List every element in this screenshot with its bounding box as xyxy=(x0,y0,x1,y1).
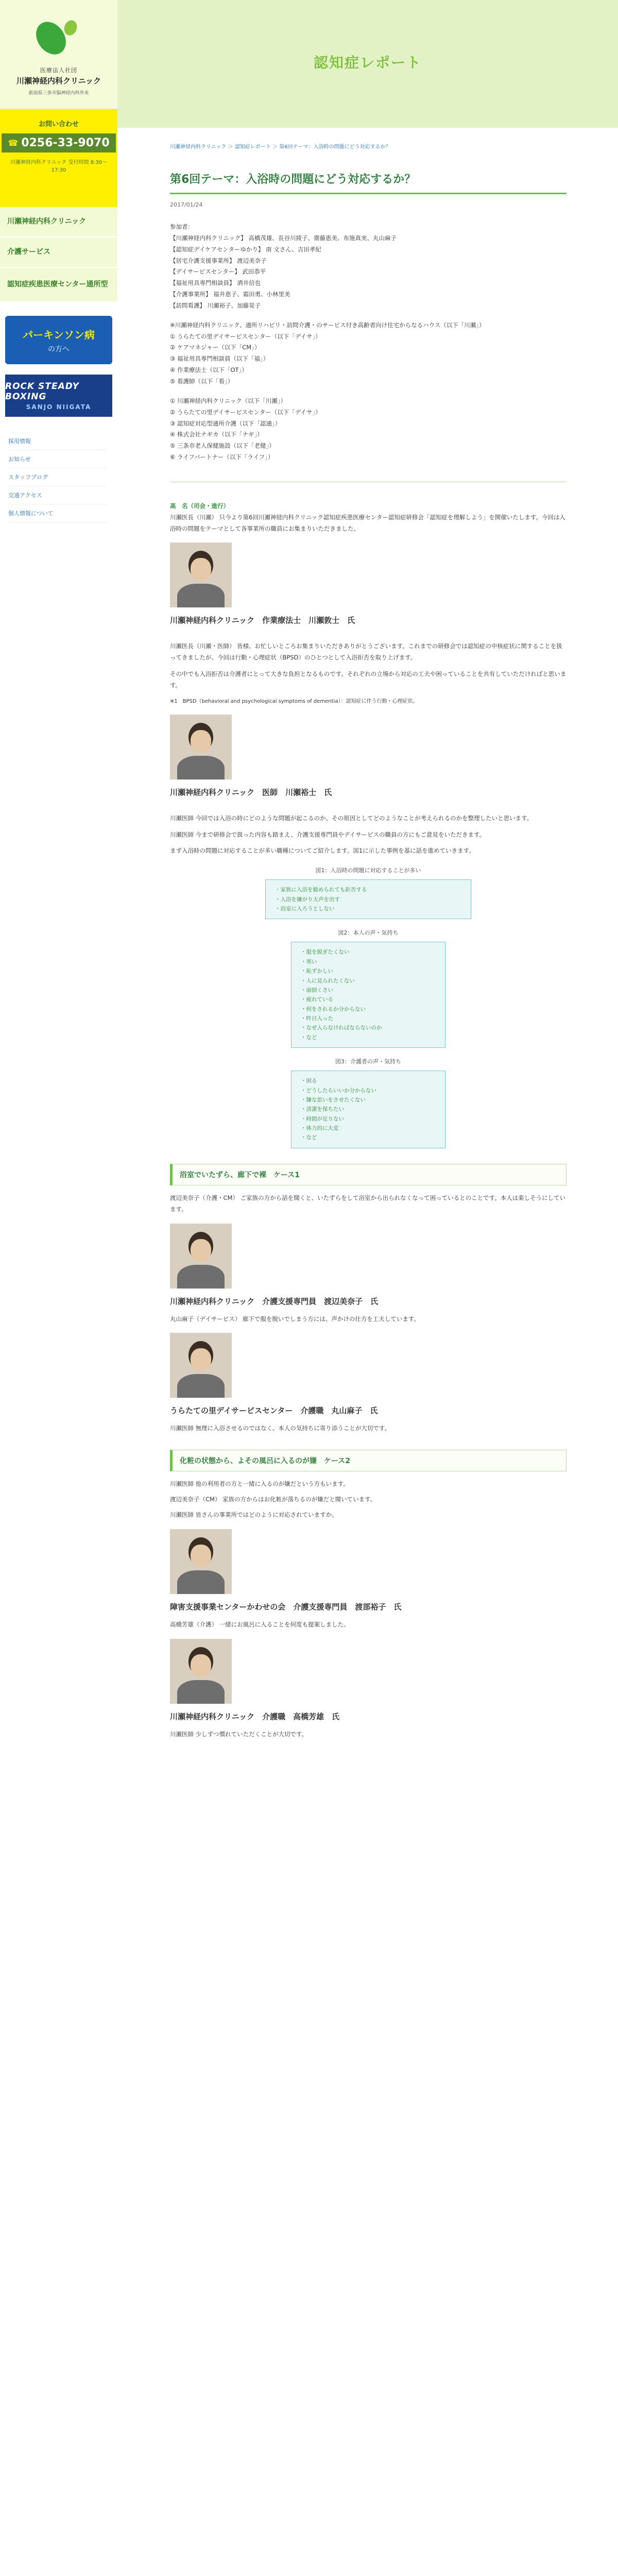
speaker-photo xyxy=(170,715,232,779)
case-1-heading: 浴室でいたずら、廊下で裸 ケース1 xyxy=(170,1164,566,1185)
figure-item: ・人に見られたくない xyxy=(301,977,355,984)
sidebar-item-clinic[interactable]: 川瀬神経内科クリニック xyxy=(0,207,117,238)
figure-1-label: 図1：入浴時の問題に対応することが多い xyxy=(315,867,421,874)
figure-item: ・恥ずかしい xyxy=(301,968,333,975)
note-line: ② うらたての里デイサービスセンター（以下「デイサ」） xyxy=(170,408,321,416)
speaker-caption: うらたての里デイサービスセンター 介護職 丸山麻子 氏 xyxy=(170,1406,378,1416)
figure-1-box xyxy=(265,879,471,919)
sidebar xyxy=(0,0,117,2576)
sidebar-item-care-service[interactable]: 介護サービス xyxy=(0,238,117,268)
facility-line: ※川瀬神経内科クリニック、通所リハビリ・訪問介護・のサービス付き高齢者向け住宅からなるハウス（以下「川瀬」） xyxy=(170,321,485,329)
figure-item: ・面倒くさい xyxy=(301,987,333,993)
figure-item: ・清潔を保ちたい xyxy=(301,1106,344,1113)
figure-item: ・時間が足りない xyxy=(301,1115,344,1122)
figure-item: ・昨日入った xyxy=(301,1015,333,1022)
boxing-banner-line2: SANJO NIIGATA xyxy=(26,403,92,411)
speaker-photo xyxy=(170,1333,232,1398)
section-paragraph: まず入浴時の問題に対応することが多い職種についてご紹介します。図1に示した事例を基に話を進めていきます。 xyxy=(170,847,475,855)
participants-line: 参加者： xyxy=(170,223,194,230)
figure-item: ・など xyxy=(301,1034,317,1041)
sidebar-item-dementia-center[interactable]: 認知症疾患医療センター通所型 xyxy=(0,268,117,302)
participants-list xyxy=(170,222,566,312)
figure-item: ・疲れている xyxy=(301,996,333,1003)
section-paragraph: 渡辺美奈子（介護・CM） ご家族の方から話を聞くと、いたずらをして浴室から出られなくなって困っているとのことです。本人は楽しそうにしています。 xyxy=(170,1194,566,1213)
speaker-photo xyxy=(170,1529,232,1594)
figure-3-box xyxy=(291,1071,445,1148)
sidebar-link-privacy[interactable]: 個人情報について xyxy=(8,504,106,522)
note-line: ① 川瀬神経内科クリニック（以下「川瀬」） xyxy=(170,397,287,404)
breadcrumb[interactable]: 川瀬神経内科クリニック ＞ 認知症レポート ＞ 第6回テーマ：入浴時の問題にどう対応するか？ xyxy=(170,144,391,150)
speaker-caption: 川瀬神経内科クリニック 介護支援専門員 渡辺美奈子 氏 xyxy=(170,1296,379,1306)
clinic-name: 川瀬神経内科クリニック xyxy=(16,76,101,86)
participants-line: 【福祉用具専門相談員】 酒井信也 xyxy=(170,279,261,287)
notes-list xyxy=(170,396,566,463)
section-paragraph: 川瀬医師 皆さんの事業所ではどのように対応されていますか。 xyxy=(170,1511,338,1518)
note-line: ⑥ ライフパートナー（以下「ライフ」） xyxy=(170,453,274,461)
speaker-caption: 川瀬神経内科クリニック 作業療法士 川瀬敦士 氏 xyxy=(170,616,355,625)
phone-icon: ☎ xyxy=(8,138,19,148)
facility-line: ③ 福祉用具専門相談員（以下「福」） xyxy=(170,355,269,363)
section-paragraph: 川瀬医長（川瀬・医師） 皆様、お忙しいところお集まりいただきありがとうございます。これまでの研修会では認知症の中核症状に関することを扱ってきましたが、今回は行動・心理症状（BPSD）のひとつとして入浴拒否を取り上げます。 xyxy=(170,642,562,662)
participants-line: 【川瀬神経内科クリニック】 高橋茂雄、長谷川綾子、齋藤恵美、布施真実、丸山麻子 xyxy=(170,234,397,242)
page-header xyxy=(117,0,618,128)
sidebar-nav xyxy=(0,207,117,302)
section-paragraph: 川瀬医師 今まで研修会で扱った内容も踏まえ、介護支援専門員やデイサービスの職員の方にもご意見をいただきます。 xyxy=(170,831,486,838)
sidebar-link-access[interactable]: 交通アクセス xyxy=(8,486,106,504)
speaker-caption: 障害支援事業センターかわせの会 介護支援専門員 渡部裕子 氏 xyxy=(170,1602,402,1612)
clinic-subtitle: 新潟県三条市脳神経内科外来 xyxy=(28,91,89,96)
figure-item: ・など xyxy=(301,1134,317,1141)
figure-item: ・どうしたらいいか分からない xyxy=(301,1087,376,1094)
figure-2-label: 図2：本人の声・気持ち xyxy=(338,929,399,937)
discussion-section-2 xyxy=(170,641,566,797)
contact-label: お問い合わせ xyxy=(38,121,79,128)
section-lead: 高 名（司会・進行） xyxy=(170,502,229,510)
parkinson-banner-line2: の方へ xyxy=(48,345,70,353)
boxing-banner-line1: ROCK STEADY BOXING xyxy=(5,381,79,402)
section-paragraph: 川瀬医師 少しずつ慣れていただくことが大切です。 xyxy=(170,1730,308,1738)
figure-item: ・嫌な思いをさせたくない xyxy=(301,1096,366,1103)
figure-item: ・体力的に大変 xyxy=(301,1125,339,1132)
note-line: ⑤ 三条市老人保健施設（以下「老健」） xyxy=(170,442,275,450)
parkinson-banner-line1: パーキンソン病 xyxy=(23,328,95,341)
discussion-section-3 xyxy=(170,813,566,857)
participants-line: 【デイサービスセンター】 武田恭平 xyxy=(170,268,266,276)
figure-item: ・服を脱ぎたくない xyxy=(301,949,350,956)
facility-line: ④ 作業療法士（以下「OT」） xyxy=(170,366,248,374)
speaker-photo xyxy=(170,1224,232,1289)
logo-block[interactable] xyxy=(0,0,117,109)
clinic-name-small: 医療法人社団 xyxy=(40,67,77,74)
sidebar-links xyxy=(0,432,117,522)
section-paragraph: 丸山麻子（デイサービス） 廊下で服を脱いでしまう方には、声かけの仕方を工夫しています。 xyxy=(170,1315,420,1323)
section-paragraph: 川瀬医師 今回では入浴の時にどのような問題が起こるのか、その原因としてどのようなことが考えられるのかを整理したいと思います。 xyxy=(170,814,533,822)
figure-item: ・家族に入浴を勧められても拒否する xyxy=(275,887,367,893)
case-1-body xyxy=(170,1193,566,1434)
figure-item: ・寒い xyxy=(301,958,317,965)
case-2-body xyxy=(170,1479,566,1740)
figure-2-box xyxy=(291,942,445,1048)
phone-number: 0256-33-9070 xyxy=(21,137,110,149)
section-paragraph: その中でも入浴拒否は介護者にとって大きな負担となるものです。それぞれの立場から対応の工夫や困っていることを共有していただければと思います。 xyxy=(170,670,566,689)
speaker-caption: 川瀬神経内科クリニック 介護職 高橋芳雄 氏 xyxy=(170,1711,340,1721)
facility-line: ① うらたての里デイサービスセンター（以下「デイサ」） xyxy=(170,332,321,340)
facility-line: ② ケアマネジャー（以下「CM」） xyxy=(170,344,261,351)
participants-line: 【居宅介護支援事業所】 渡辺美奈子 xyxy=(170,257,267,264)
clinic-logo-icon xyxy=(30,13,87,61)
contact-note: 川瀬神経内科クリニック 受付時間 8:30〜17:30 xyxy=(10,160,108,173)
section-paragraph: 渡辺美奈子（CM） 家族の方からはお化粧が落ちるのが嫌だと聞いています。 xyxy=(170,1496,376,1503)
sidebar-link-news[interactable]: お知らせ xyxy=(8,450,106,468)
rock-steady-boxing-banner[interactable] xyxy=(5,375,112,417)
speaker-photo xyxy=(170,1639,232,1704)
section-paragraph: 高橋芳雄（介護） 一緒にお風呂に入ることを何度も提案しました。 xyxy=(170,1620,350,1628)
section-paragraph: 川瀬医師 他の利用者の方と一緒に入るのが嫌だという方もいます。 xyxy=(170,1480,349,1488)
section-paragraph: 川瀬医師 無理に入浴させるのではなく、本人の気持ちに寄り添うことが大切です。 xyxy=(170,1425,391,1432)
header-title: 認知症レポート xyxy=(313,54,422,71)
discussion-section-1 xyxy=(170,501,566,626)
figure-item: ・困る xyxy=(301,1078,317,1084)
footnote: ※1 BPSD（behavioral and psychological symptoms of dementia）：認知症に伴う行動・心理症状。 xyxy=(170,698,418,704)
figure-item: ・浴室に入ろうとしない xyxy=(275,906,335,912)
article-date: 2017/01/24 xyxy=(170,201,203,208)
participants-line: 【認知症デイケアセンターゆかり】 南 文さん、吉田孝紀 xyxy=(170,245,321,253)
figure-item: ・なぜ入らなければならないのか xyxy=(301,1025,382,1031)
speaker-photo xyxy=(170,543,232,607)
participants-line: 【訪問看護】 川瀬裕子、加藤晃子 xyxy=(170,301,261,309)
note-line: ④ 株式会社ナギカ（以下「ナギ」） xyxy=(170,431,263,438)
contact-block xyxy=(0,109,117,207)
main-content xyxy=(170,128,566,1740)
speaker-caption: 川瀬神経内科クリニック 医師 川瀬裕士 氏 xyxy=(170,787,332,797)
section-paragraph: 川瀬医長（川瀬） 只今より第6回川瀬神経内科クリニック認知症疾患医療センター認知症研修会「認知症を理解しよう」を開催いたします。今回は入浴時の問題をテーマとして各事業所の職員にお集まりいただきました。 xyxy=(170,513,565,532)
sidebar-link-recruit[interactable]: 採用情報 xyxy=(8,432,106,450)
participants-line: 【介護事業所】 福井恵子、霜田勇、小林里美 xyxy=(170,291,290,298)
note-line: ③ 認知症対応型通所介護（以下「認通」） xyxy=(170,419,281,427)
figure-3-label: 図3：介護者の声・気持ち xyxy=(335,1058,401,1065)
figure-item: ・入浴を嫌がり大声を出す xyxy=(275,896,340,903)
facility-line: ⑤ 看護師（以下「看」） xyxy=(170,377,234,385)
phone-link[interactable] xyxy=(2,133,115,152)
article-title: 第6回テーマ：入浴時の問題にどう対応するか？ xyxy=(170,171,566,194)
case-2-heading: 化粧の状態から、よその風呂に入るのが嫌 ケース2 xyxy=(170,1450,566,1471)
sidebar-link-staff-blog[interactable]: スタッフブログ xyxy=(8,468,106,486)
facilities-list xyxy=(170,320,566,387)
parkinson-banner[interactable] xyxy=(5,316,112,364)
figure-item: ・何をされるか分からない xyxy=(301,1006,366,1012)
